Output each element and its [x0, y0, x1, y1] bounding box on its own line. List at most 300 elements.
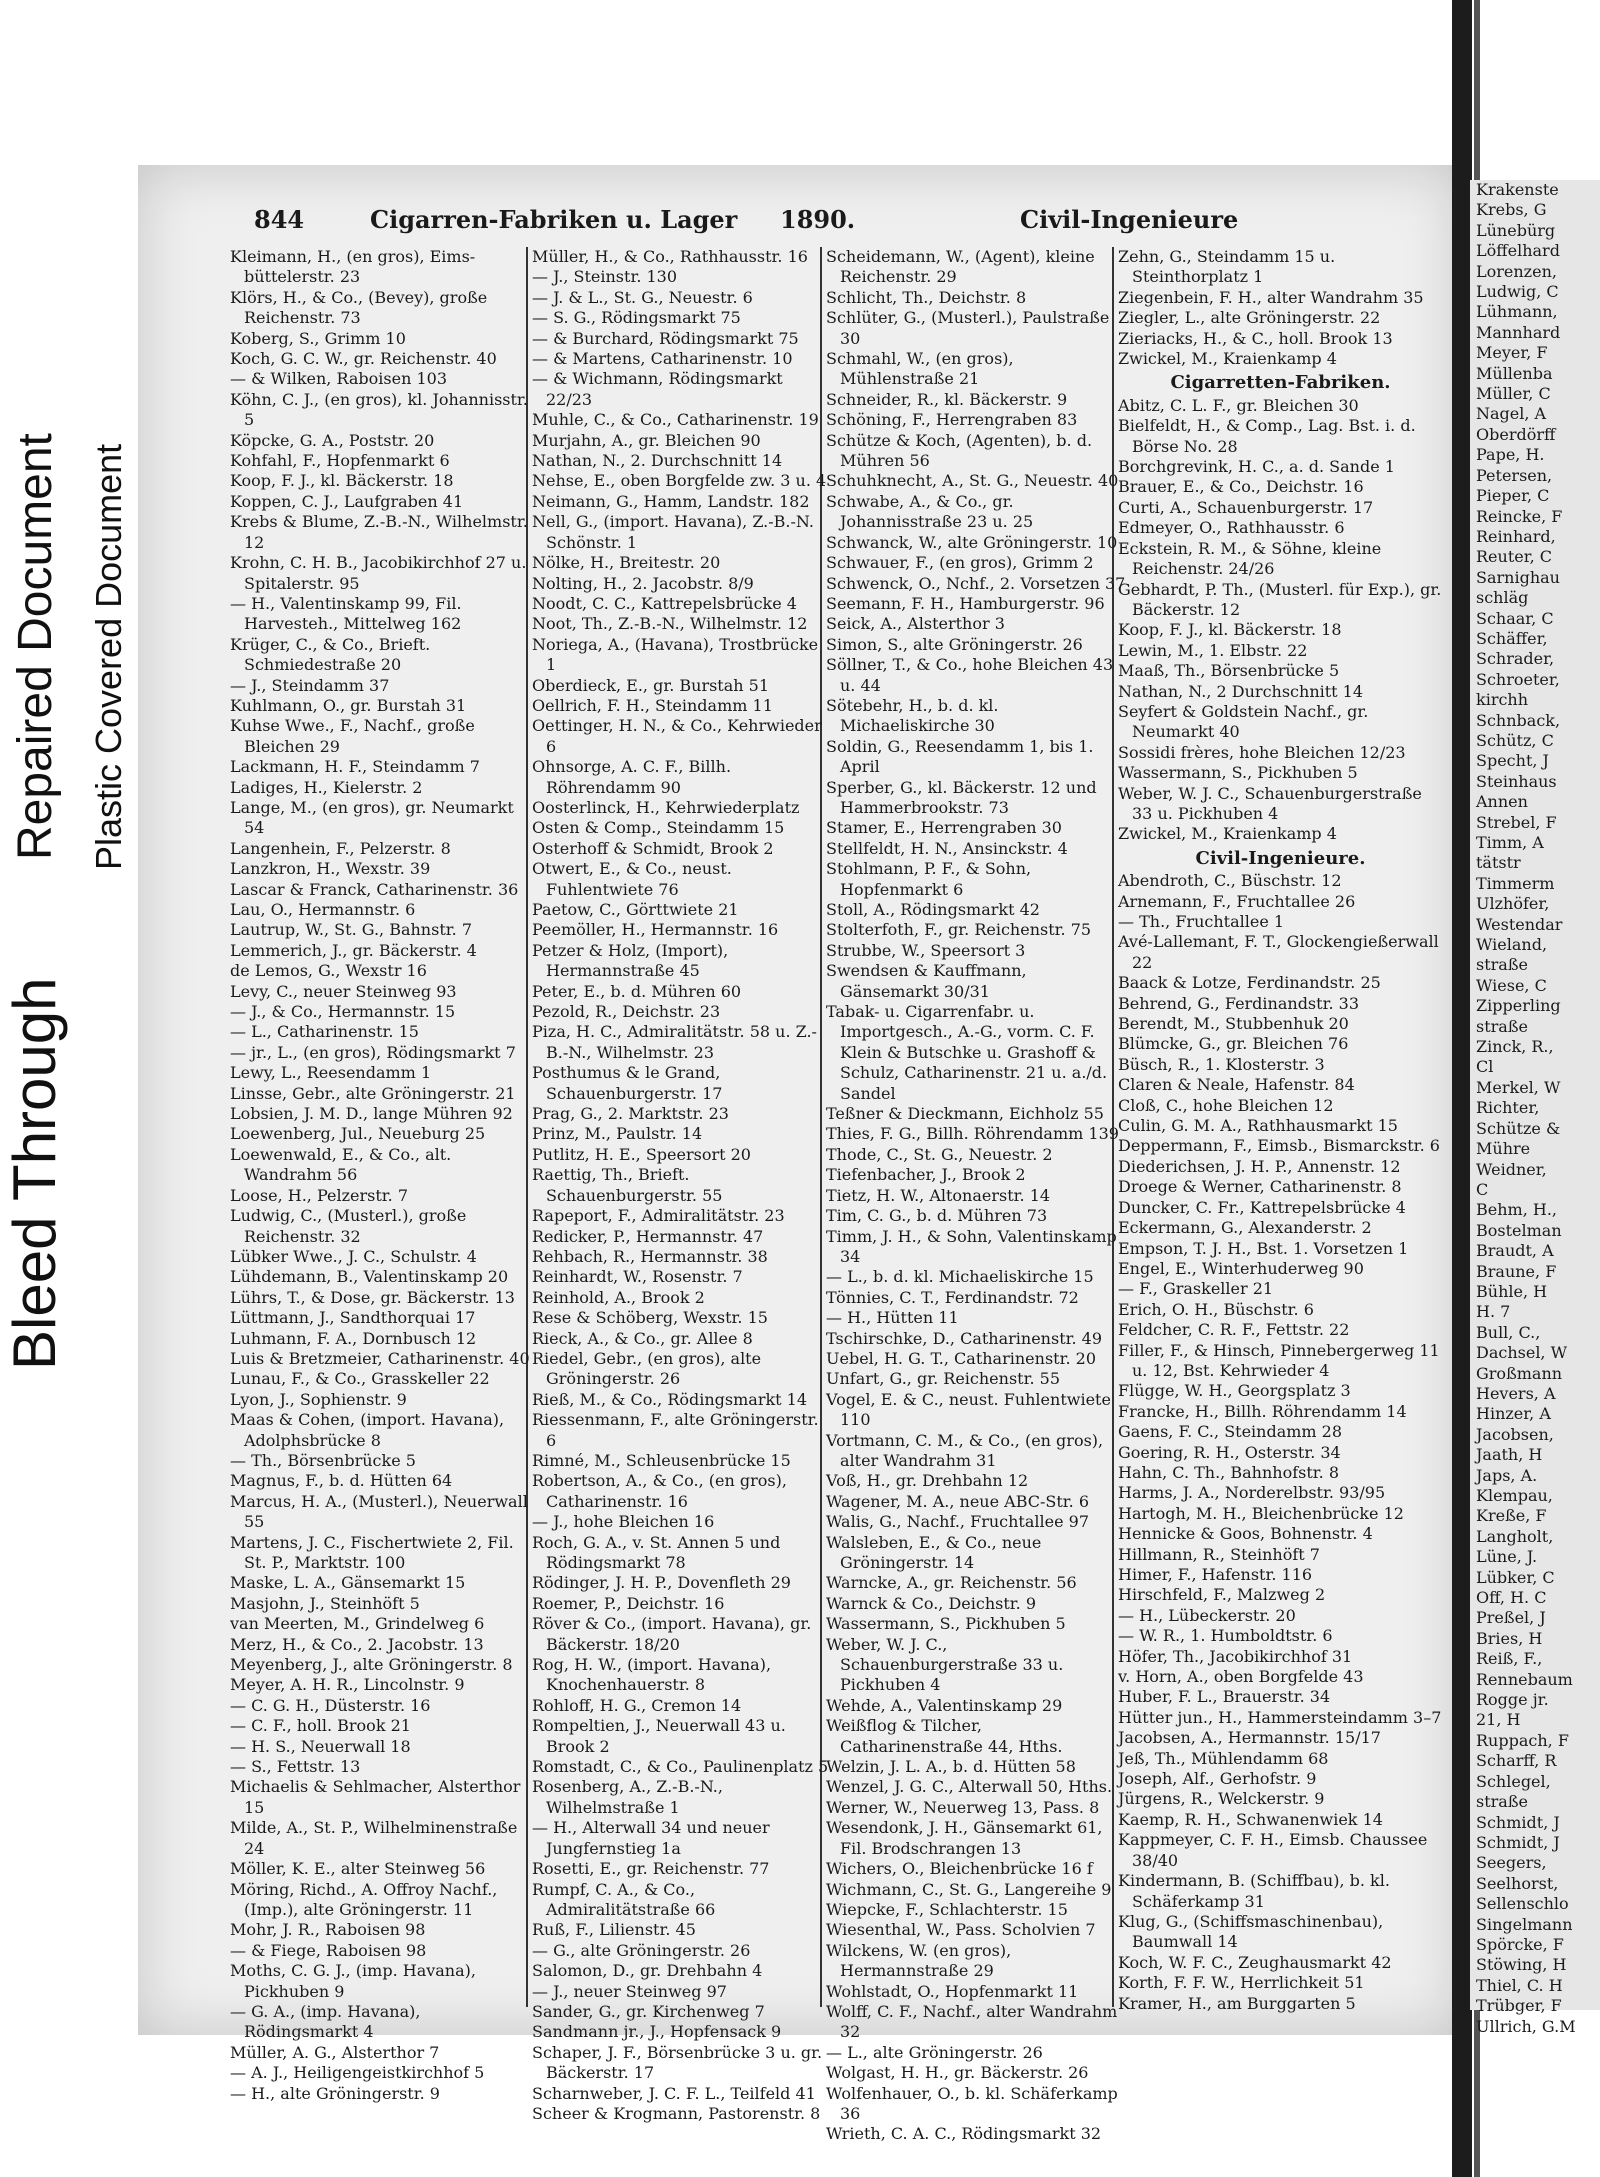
fragment-entry: Ludwig, C — [1476, 282, 1559, 302]
directory-entry: Klörs, H., & Co., (Bevey), große Reichenstr. 73 — [230, 287, 488, 328]
fragment-entry: Schrader, — [1476, 649, 1555, 669]
directory-entry: Seyfert & Goldstein Nachf., gr. Neumarkt 40 — [1118, 701, 1369, 742]
fragment-entry: Lorenzen, — [1476, 261, 1557, 281]
directory-entry: Osterhoff & Schmidt, Brook 2 — [532, 838, 774, 858]
directory-entry: Walsleben, E., & Co., neue Gröningerstr. 14 — [826, 1532, 1042, 1572]
section-heading: Cigarretten-Fabriken. — [1170, 372, 1391, 394]
directory-entry: Masjohn, J., Steinhöft 5 — [230, 1593, 420, 1613]
directory-entry: — L., Catharinenstr. 15 — [230, 1022, 419, 1042]
directory-entry: Lewin, M., 1. Elbstr. 22 — [1118, 640, 1308, 660]
directory-entry: Rese & Schöberg, Wexstr. 15 — [532, 1308, 768, 1328]
fragment-entry: Ullrich, G.M — [1476, 2016, 1576, 2036]
directory-entry: Loewenberg, Jul., Neueburg 25 — [230, 1124, 486, 1144]
fragment-entry: Schmidt, J — [1476, 1812, 1560, 1832]
directory-entry: — C. F., holl. Brook 21 — [230, 1716, 411, 1736]
directory-entry: Rieß, M., & Co., Rödingsmarkt 14 — [532, 1389, 808, 1409]
directory-column-2 — [532, 247, 832, 2123]
directory-entry: Nehse, E., oben Borgfelde zw. 3 u. 4 — [532, 471, 827, 491]
directory-entry: Arnemann, F., Fruchtallee 26 — [1118, 891, 1356, 911]
directory-entry: Maaß, Th., Börsenbrücke 5 — [1118, 661, 1340, 681]
directory-entry: Rapeport, F., Admiralitätstr. 23 — [532, 1206, 785, 1226]
directory-entry: Vortmann, C. M., & Co., (en gros), alter Wandrahm 31 — [826, 1430, 1104, 1470]
directory-entry: Wolff, C. F., Nachf., alter Wandrahm 32 — [826, 2001, 1118, 2042]
directory-entry: Stamer, E., Herrengraben 30 — [826, 818, 1062, 838]
directory-entry: Engel, E., Winterhuderweg 90 — [1118, 1258, 1364, 1278]
directory-entry: Hennicke & Goos, Bohnenstr. 4 — [1118, 1524, 1373, 1544]
directory-entry: Lewy, L., Reesendamm 1 — [230, 1063, 432, 1083]
adjacent-page-fragment — [1470, 180, 1600, 2036]
directory-entry: Robertson, A., & Co., (en gros), Catharinenstr. 16 — [532, 1471, 787, 1511]
directory-entry: Lackmann, H. F., Steindamm 7 — [230, 757, 480, 777]
directory-entry: Schlüter, G., (Musterl.), Paulstraße 30 — [826, 308, 1110, 348]
directory-entry: Wiepcke, F., Schlachterstr. 15 — [826, 1899, 1068, 1919]
directory-entry: Zehn, G., Steindamm 15 u. Steinthorplatz 1 — [1118, 247, 1336, 287]
directory-entry: Baack & Lotze, Ferdinandstr. 25 — [1118, 973, 1381, 993]
fragment-entry: Timm, A — [1476, 833, 1544, 852]
directory-entry: Culin, G. M. A., Rathhausmarkt 15 — [1118, 1116, 1398, 1136]
directory-entry: — & Wichmann, Rödingsmarkt 22/23 — [532, 369, 783, 409]
fragment-entry: Braune, F — [1476, 1261, 1557, 1281]
fragment-entry: Preßel, J — [1476, 1608, 1546, 1628]
fragment-entry: Mühre — [1476, 1139, 1531, 1159]
directory-entry: Avé-Lallemant, F. T., Glockengießerwall 22 — [1118, 932, 1439, 972]
directory-entry: Wolgast, H. H., gr. Bäckerstr. 26 — [826, 2063, 1089, 2083]
fragment-entry: Reincke, F — [1476, 506, 1563, 526]
directory-entry: Hütter jun., H., Hammersteindamm 3–7 — [1118, 1707, 1442, 1727]
directory-entry: Kaemp, R. H., Schwanenwiek 14 — [1118, 1809, 1383, 1829]
directory-entry: Stolterfoth, F., gr. Reichenstr. 75 — [826, 920, 1092, 940]
directory-entry: Wassermann, S., Pickhuben 5 — [1118, 763, 1358, 783]
directory-entry: Eckstein, R. M., & Söhne, kleine Reichenstr. 24/26 — [1118, 538, 1382, 579]
directory-entry: Schwanck, W., alte Gröningerstr. 10 — [826, 532, 1118, 552]
directory-entry: Hartogh, M. H., Bleichenbrücke 12 — [1118, 1503, 1404, 1523]
directory-entry: — Th., Fruchtallee 1 — [1118, 912, 1285, 931]
directory-entry: Rog, H. W., (import. Havana), Knochenhauerstr. 8 — [532, 1655, 772, 1695]
directory-entry: Tschirschke, D., Catharinenstr. 49 — [826, 1328, 1103, 1348]
directory-entry: Oosterlinck, H., Kehrwiederplatz — [532, 797, 800, 817]
directory-entry: Wilckens, W. (en gros), Hermannstraße 29 — [826, 1940, 1012, 1981]
directory-entry: Wenzel, J. G. C., Alterwall 50, Hths. — [826, 1777, 1113, 1797]
directory-entry: v. Horn, A., oben Borgfelde 43 — [1118, 1667, 1364, 1687]
directory-entry: — H., alte Gröningerstr. 9 — [230, 2083, 440, 2103]
fragment-entry: Scharff, R — [1476, 1751, 1557, 1771]
directory-entry: — jr., L., (en gros), Rödingsmarkt 7 — [230, 1042, 516, 1062]
directory-entry: Lührs, T., & Dose, gr. Bäckerstr. 13 — [230, 1287, 515, 1307]
fragment-entry: Strebel, F — [1476, 812, 1557, 832]
directory-entry: Reinhold, A., Brook 2 — [532, 1287, 705, 1307]
directory-entry: Huber, F. L., Brauerstr. 34 — [1118, 1687, 1331, 1707]
directory-entry: Muhle, C., & Co., Catharinenstr. 19 — [532, 410, 819, 430]
fragment-entry: Specht, J — [1476, 751, 1549, 771]
fragment-entry: Bries, H — [1476, 1628, 1543, 1648]
directory-entry: Nell, G., (import. Havana), Z.-B.-N. Schönstr. 1 — [532, 512, 814, 552]
directory-entry: Klug, G., (Schiffsmaschinenbau), Baumwall 14 — [1118, 1911, 1384, 1952]
directory-entry: — Th., Börsenbrücke 5 — [230, 1450, 416, 1470]
directory-entry: Rieck, A., & Co., gr. Allee 8 — [532, 1328, 753, 1348]
directory-entry: Harms, J. A., Norderelbstr. 93/95 — [1118, 1483, 1386, 1503]
fragment-entry: C — [1476, 1179, 1489, 1199]
directory-entry: de Lemos, G., Wexstr 16 — [230, 961, 427, 981]
directory-entry: Wassermann, S., Pickhuben 5 — [826, 1614, 1066, 1634]
directory-entry: Behrend, G., Ferdinandstr. 33 — [1118, 993, 1359, 1013]
fragment-entry: Cl — [1476, 1057, 1494, 1077]
directory-entry: Seemann, F. H., Hamburgerstr. 96 — [826, 593, 1105, 613]
directory-entry: Kleimann, H., (en gros), Eims-büttelerstr. 23 — [230, 247, 476, 287]
directory-entry: Lunau, F., & Co., Grasskeller 22 — [230, 1369, 490, 1389]
directory-entry: Krebs & Blume, Z.-B.-N., Wilhelmstr. 12 — [230, 512, 528, 552]
fragment-entry: Lübker, C — [1476, 1567, 1555, 1587]
directory-entry: — F., Graskeller 21 — [1118, 1279, 1274, 1299]
directory-column-3 — [826, 247, 1126, 2144]
directory-entry: Gaens, F. C., Steindamm 28 — [1118, 1422, 1343, 1442]
directory-entry: Kuhlmann, O., gr. Burstah 31 — [230, 695, 467, 715]
directory-entry: — J. & L., St. G., Neuestr. 6 — [532, 287, 753, 307]
directory-entry: Lascar & Franck, Catharinenstr. 36 — [230, 879, 519, 899]
directory-entry: Strubbe, W., Speersort 3 — [826, 940, 1026, 960]
directory-entry: Wichmann, C., St. G., Langereihe 9 — [826, 1879, 1112, 1899]
directory-entry: Vogel, E. & C., neust. Fuhlentwiete 110 — [826, 1389, 1111, 1430]
directory-entry: Magnus, F., b. d. Hütten 64 — [230, 1471, 453, 1491]
directory-entry: Zwickel, M., Kraienkamp 4 — [1118, 824, 1337, 844]
directory-entry: Koch, G. C. W., gr. Reichenstr. 40 — [230, 349, 497, 369]
fragment-entry: Bostelman — [1476, 1220, 1562, 1240]
directory-entry: Wohlstadt, O., Hopfenmarkt 11 — [826, 1981, 1079, 2001]
fragment-entry: Annen — [1476, 792, 1528, 812]
directory-entry: — & Martens, Catharinenstr. 10 — [532, 349, 793, 369]
fragment-entry: Stöwing, H — [1476, 1955, 1567, 1975]
directory-entry: Roch, G. A., v. St. Annen 5 und Rödingsmarkt 78 — [532, 1532, 781, 1572]
directory-entry: Goering, R. H., Osterstr. 34 — [1118, 1442, 1341, 1462]
directory-entry: Nolting, H., 2. Jacobstr. 8/9 — [532, 573, 754, 593]
directory-entry: — & Fiege, Raboisen 98 — [230, 1940, 427, 1960]
directory-entry: — S., Fettstr. 13 — [230, 1757, 361, 1777]
directory-entry: Empson, T. J. H., Bst. 1. Vorsetzen 1 — [1118, 1238, 1409, 1258]
directory-page — [138, 165, 1460, 2144]
directory-entry: — H., Lübeckerstr. 20 — [1118, 1605, 1296, 1625]
directory-entry: Tim, C. G., b. d. Mühren 73 — [826, 1206, 1048, 1226]
directory-entry: Warnck & Co., Deichstr. 9 — [826, 1593, 1037, 1613]
directory-entry: Milde, A., St. P., Wilhelminenstraße 24 — [230, 1818, 518, 1858]
directory-entry: Thies, F. G., Billh. Röhrendamm 139 — [826, 1124, 1119, 1144]
fragment-entry: Reinhard, — [1476, 526, 1556, 546]
directory-entry: Kappmeyer, C. F. H., Eimsb. Chaussee 38/40 — [1118, 1830, 1428, 1870]
directory-entry: Möring, Richd., A. Offroy Nachf., (Imp.), alte Gröningerstr. 11 — [230, 1879, 498, 1919]
directory-entry: Bielfeldt, H., & Comp., Lag. Bst. i. d. Börse No. 28 — [1118, 416, 1416, 456]
fragment-entry: Dachsel, W — [1476, 1343, 1568, 1363]
directory-entry: Uebel, H. G. T., Catharinenstr. 20 — [826, 1348, 1096, 1368]
directory-entry: Hillmann, R., Steinhöft 7 — [1118, 1544, 1320, 1564]
fragment-entry: Seegers, — [1476, 1853, 1547, 1873]
directory-entry: Krüger, C., & Co., Brieft. Schmiedestraße 20 — [230, 634, 431, 675]
directory-entry: Luis & Bretzmeier, Catharinenstr. 40 — [230, 1348, 530, 1368]
directory-entry: Riessenmann, F., alte Gröningerstr. 6 — [532, 1410, 819, 1450]
fragment-entry: Krebs, G — [1476, 200, 1547, 220]
fragment-entry: straße — [1476, 955, 1528, 975]
directory-entry: Wrieth, C. A. C., Rödingsmarkt 32 — [826, 2124, 1102, 2144]
directory-entry: Wesendonk, J. H., Gänsemarkt 61, Fil. Brodschrangen 13 — [826, 1818, 1103, 1858]
fragment-entry: Lünebürg — [1476, 220, 1556, 240]
directory-entry: Rumpf, C. A., & Co., Admiralitätstraße 66 — [532, 1879, 716, 1919]
fragment-entry: Müller, C — [1476, 384, 1551, 404]
fragment-entry: Jacobsen, — [1476, 1424, 1554, 1444]
directory-entry: Edmeyer, O., Rathhausstr. 6 — [1118, 518, 1345, 538]
directory-entry: Michaelis & Sehlmacher, Alsterthor 15 — [230, 1777, 521, 1817]
directory-entry: Zwickel, M., Kraienkamp 4 — [1118, 349, 1337, 369]
directory-entry: Schneider, R., kl. Bäckerstr. 9 — [826, 389, 1068, 409]
fragment-entry: Spörcke, F — [1476, 1934, 1564, 1954]
directory-entry: — L., alte Gröningerstr. 26 — [826, 2042, 1043, 2062]
directory-entry: Salomon, D., gr. Drehbahn 4 — [532, 1961, 763, 1981]
directory-entry: Schaper, J. F., Börsenbrücke 3 u. gr. Bäckerstr. 17 — [532, 2042, 823, 2083]
directory-entry: Maas & Cohen, (import. Havana), Adolphsbrücke 8 — [230, 1410, 505, 1450]
fragment-entry: Richter, — [1476, 1098, 1540, 1118]
directory-entry: Schöning, F., Herrengraben 83 — [826, 410, 1078, 430]
directory-entry: Scheidemann, W., (Agent), kleine Reichenstr. 29 — [826, 247, 1095, 287]
fragment-entry: Mannhard — [1476, 322, 1561, 342]
directory-entry: Paetow, C., Görttwiete 21 — [532, 900, 739, 919]
directory-entry: Höfer, Th., Jacobikirchhof 31 — [1118, 1646, 1353, 1666]
directory-entry: Raettig, Th., Brieft. Schauenburgerstr. 55 — [532, 1165, 723, 1205]
directory-entry: Moths, C. G. J., (imp. Havana), Pickhuben 9 — [230, 1961, 476, 2001]
directory-entry: Luhmann, F. A., Dornbusch 12 — [230, 1328, 477, 1348]
directory-entry: Seick, A., Alsterthor 3 — [826, 614, 1005, 634]
fragment-entry: Schlegel, — [1476, 1771, 1551, 1791]
directory-entry: — W. R., 1. Humboldtstr. 6 — [1118, 1626, 1333, 1646]
directory-entry: Schwenck, O., Nchf., 2. Vorsetzen 37 — [826, 573, 1126, 593]
left-running-title: Cigarren-Fabriken u. Lager — [370, 205, 738, 234]
fragment-entry: Weidner, — [1476, 1159, 1547, 1179]
directory-entry: — J., & Co., Hermannstr. 15 — [230, 1002, 456, 1022]
fragment-entry: Westendar — [1476, 914, 1563, 934]
fragment-entry: Meyer, F — [1476, 343, 1548, 363]
directory-entry: Müller, A. G., Alsterthor 7 — [230, 2042, 440, 2062]
directory-entry: Reinhardt, W., Rosenstr. 7 — [532, 1267, 743, 1287]
directory-entry: Stohlmann, P. F., & Sohn, Hopfenmarkt 6 — [826, 859, 1032, 899]
directory-entry: Sötebehr, H., b. d. kl. Michaeliskirche 30 — [826, 695, 999, 736]
directory-entry: — J., Steinstr. 130 — [532, 267, 678, 287]
directory-entry: Meyenberg, J., alte Gröningerstr. 8 — [230, 1655, 513, 1675]
fragment-entry: Lühmann, — [1476, 302, 1558, 322]
fragment-entry: Löffelhard — [1476, 241, 1560, 261]
fragment-entry: Seelhorst, — [1476, 1873, 1559, 1893]
directory-entry: Oellrich, F. H., Steindamm 11 — [532, 695, 773, 715]
fragment-entry: Singelmann — [1476, 1914, 1573, 1934]
directory-entry: Lanzkron, H., Wexstr. 39 — [230, 859, 431, 879]
directory-entry: Rimné, M., Schleusenbrücke 15 — [532, 1450, 791, 1470]
fragment-entry: Merkel, W — [1476, 1077, 1561, 1097]
directory-entry: Curti, A., Schauenburgerstr. 17 — [1118, 497, 1374, 517]
directory-entry: Lyon, J., Sophienstr. 9 — [230, 1389, 407, 1409]
fragment-entry: straße — [1476, 1792, 1528, 1812]
directory-entry: Wehde, A., Valentinskamp 29 — [826, 1695, 1063, 1715]
directory-entry: Piza, H. C., Admiralitätstr. 58 u. Z.-B.-N., Wilhelmstr. 23 — [532, 1022, 817, 1062]
directory-entry: Teßner & Dieckmann, Eichholz 55 — [826, 1104, 1104, 1124]
directory-entry: Redicker, P., Hermannstr. 47 — [532, 1226, 764, 1246]
fragment-entry: Reiß, F., — [1476, 1649, 1543, 1669]
directory-entry: Meyer, A. H. R., Lincolnstr. 9 — [230, 1675, 465, 1695]
directory-entry: Prinz, M., Paulstr. 14 — [532, 1124, 703, 1144]
directory-entry: Wichers, O., Bleichenbrücke 16 f — [826, 1859, 1093, 1879]
fragment-entry: schläg — [1476, 588, 1529, 608]
directory-entry: Welzin, J. L. A., b. d. Hütten 58 — [826, 1757, 1076, 1777]
directory-entry: — H., Hütten 11 — [826, 1308, 959, 1328]
fragment-entry: Pieper, C — [1476, 486, 1550, 506]
directory-entry: Jürgens, R., Welckerstr. 9 — [1118, 1789, 1325, 1809]
fragment-entry: Schmidt, J — [1476, 1832, 1560, 1852]
directory-entry: Francke, H., Billh. Röhrendamm 14 — [1118, 1401, 1407, 1421]
directory-entry: Lühdemann, B., Valentinskamp 20 — [230, 1267, 509, 1287]
directory-entry: — H., Valentinskamp 99, Fil. Harvesteh., Mittelweg 162 — [230, 593, 462, 634]
fragment-entry: Kreße, F — [1476, 1506, 1547, 1526]
directory-entry: Berendt, M., Stubbenhuk 20 — [1118, 1014, 1349, 1034]
fragment-entry: Pape, H. — [1476, 445, 1545, 465]
fragment-entry: Wiese, C — [1476, 975, 1547, 995]
directory-entry: Scheer & Krogmann, Pastorenstr. 8 — [532, 2103, 821, 2123]
fragment-entry: straße — [1476, 1016, 1528, 1036]
directory-entry: Kuhse Wwe., F., Nachf., große Bleichen 29 — [230, 716, 475, 756]
directory-entry: Weißflog & Tilcher, Catharinenstraße 44, Hths. — [826, 1716, 1063, 1756]
directory-entry: Rohloff, H. G., Cremon 14 — [532, 1695, 742, 1715]
directory-entry: Weber, W. J. C., Schauenburgerstraße 33 u. Pickhuben 4 — [1118, 783, 1422, 823]
directory-entry: Lange, M., (en gros), gr. Neumarkt 54 — [230, 797, 514, 838]
page-edge — [1452, 0, 1472, 2177]
directory-entry: — H. S., Neuerwall 18 — [230, 1736, 411, 1756]
year-title: 1890. — [780, 205, 856, 234]
fragment-entry: Hevers, A — [1476, 1383, 1556, 1403]
directory-entry: Peter, E., b. d. Mühren 60 — [532, 981, 742, 1001]
directory-entry: — J., Steindamm 37 — [230, 675, 390, 695]
directory-entry: Lobsien, J. M. D., lange Mühren 92 — [230, 1104, 513, 1124]
directory-entry: Wagener, M. A., neue ABC-Str. 6 — [826, 1491, 1090, 1511]
fragment-entry: Sarnighau — [1476, 567, 1560, 587]
directory-entry: Lübker Wwe., J. C., Schulstr. 4 — [230, 1246, 477, 1266]
fragment-entry: Bull, C., — [1476, 1322, 1541, 1342]
directory-entry: Martens, J. C., Fischertwiete 2, Fil. St. P., Marktstr. 100 — [230, 1532, 514, 1572]
directory-entry: Nathan, N., 2 Durchschnitt 14 — [1118, 681, 1364, 701]
directory-entry: Erich, O. H., Büschstr. 6 — [1118, 1299, 1314, 1319]
directory-entry: Möller, K. E., alter Steinweg 56 — [230, 1859, 486, 1879]
directory-entry: Roemer, P., Deichstr. 16 — [532, 1593, 725, 1613]
directory-entry: Schmahl, W., (en gros), Mühlenstraße 21 — [826, 349, 1014, 389]
right-running-title: Civil-Ingenieure — [1020, 205, 1239, 234]
directory-entry: Himer, F., Hafenstr. 116 — [1118, 1565, 1313, 1584]
fragment-entry: tätstr — [1476, 853, 1521, 873]
directory-entry: Ziegler, L., alte Gröningerstr. 22 — [1118, 308, 1381, 328]
directory-entry: Krohn, C. H. B., Jacobikirchhof 27 u. Spitalerstr. 95 — [230, 553, 527, 593]
directory-entry: Walis, G., Nachf., Fruchtallee 97 — [826, 1512, 1089, 1532]
directory-entry: Tietz, H. W., Altonaerstr. 14 — [826, 1185, 1051, 1205]
fragment-entry: Steinhaus — [1476, 771, 1557, 791]
directory-entry: Joseph, Alf., Gerhofstr. 9 — [1118, 1769, 1317, 1789]
directory-entry: Nölke, H., Breitestr. 20 — [532, 553, 721, 573]
directory-entry: Abitz, C. L. F., gr. Bleichen 30 — [1118, 395, 1359, 415]
directory-entry: Koch, W. F. C., Zeughausmarkt 42 — [1118, 1952, 1392, 1972]
directory-entry: Loose, H., Pelzerstr. 7 — [230, 1185, 409, 1205]
directory-entry: Riedel, Gebr., (en gros), alte Gröningerstr. 26 — [532, 1348, 762, 1389]
directory-entry: Borchgrevink, H. C., a. d. Sande 1 — [1118, 457, 1395, 477]
directory-entry: Scharnweber, J. C. F. L., Teilfeld 41 — [532, 2083, 816, 2103]
directory-entry: Warncke, A., gr. Reichenstr. 56 — [826, 1573, 1077, 1593]
directory-entry: Mohr, J. R., Raboisen 98 — [230, 1920, 426, 1940]
directory-entry: Cloß, C., hohe Bleichen 12 — [1118, 1095, 1334, 1115]
directory-entry: Kramer, H., am Burggarten 5 — [1118, 1993, 1356, 2013]
directory-entry: Ludwig, C., (Musterl.), große Reichenstr. 32 — [230, 1206, 467, 1246]
directory-entry: Thode, C., St. G., Neuestr. 2 — [826, 1144, 1053, 1164]
directory-entry: Kindermann, B. (Schiffbau), b. kl. Schäferkamp 31 — [1118, 1871, 1390, 1911]
directory-entry: Rehbach, R., Hermannstr. 38 — [532, 1246, 768, 1266]
plastic-covered-label: Plastic Covered Document — [88, 443, 129, 870]
directory-entry: Merz, H., & Co., 2. Jacobstr. 13 — [230, 1634, 484, 1654]
directory-entry: Abendroth, C., Büschstr. 12 — [1118, 871, 1342, 891]
directory-entry: Hahn, C. Th., Bahnhofstr. 8 — [1118, 1462, 1339, 1482]
fragment-entry: Schaar, C — [1476, 608, 1554, 628]
directory-entry: Swendsen & Kauffmann, Gänsemarkt 30/31 — [826, 961, 1027, 1001]
directory-entry: Ruß, F., Lilienstr. 45 — [532, 1920, 696, 1940]
fragment-entry: Bühle, H — [1476, 1281, 1548, 1301]
directory-entry: Ziegenbein, F. H., alter Wandrahm 35 — [1118, 287, 1424, 307]
directory-entry: — H., Alterwall 34 und neuer Jungfernstieg 1a — [532, 1818, 770, 1858]
directory-entry: Schuhknecht, A., St. G., Neuestr. 40 — [826, 471, 1119, 491]
directory-entry: Stoll, A., Rödingsmarkt 42 — [826, 900, 1040, 919]
directory-entry: Korth, F. F. W., Herrlichkeit 51 — [1118, 1973, 1365, 1993]
directory-entry: Söllner, T., & Co., hohe Bleichen 43 u. 44 — [826, 655, 1114, 695]
directory-entry: Diederichsen, J. H. P., Annenstr. 12 — [1118, 1156, 1401, 1176]
page-number: 844 — [254, 205, 305, 234]
fragment-entry: Wieland, — [1476, 935, 1548, 955]
directory-entry: Jeß, Th., Mühlendamm 68 — [1118, 1748, 1329, 1768]
directory-entry: Murjahn, A., gr. Bleichen 90 — [532, 430, 761, 450]
directory-entry: Prag, G., 2. Marktstr. 23 — [532, 1104, 729, 1124]
directory-entry: Weber, W. J. C., Schauenburgerstraße 33 u. Pickhuben 4 — [826, 1634, 1064, 1695]
directory-entry: Feldcher, C. R. F., Fettstr. 22 — [1118, 1320, 1350, 1340]
directory-entry: — A. J., Heiligengeistkirchhof 5 — [230, 2063, 485, 2083]
directory-entry: Flügge, W. H., Georgsplatz 3 — [1118, 1381, 1351, 1401]
fragment-entry: Schütz, C — [1476, 730, 1554, 750]
directory-entry: — G., alte Gröningerstr. 26 — [532, 1940, 751, 1960]
directory-entry: Müller, H., & Co., Rathhausstr. 16 — [532, 247, 808, 266]
fragment-entry: Hinzer, A — [1476, 1404, 1551, 1424]
directory-entry: Deppermann, F., Eimsb., Bismarckstr. 6 — [1118, 1136, 1440, 1156]
directory-entry: Pezold, R., Deichstr. 23 — [532, 1002, 721, 1022]
fragment-entry: Schroeter, — [1476, 669, 1560, 689]
fragment-entry: Zipperling — [1476, 996, 1561, 1016]
directory-entry: Unfart, G., gr. Reichenstr. 55 — [826, 1369, 1061, 1389]
directory-entry: Jacobsen, A., Hermannstr. 15/17 — [1118, 1728, 1381, 1748]
fragment-entry: kirchh — [1476, 690, 1529, 710]
fragment-entry: Klempau, — [1476, 1486, 1553, 1505]
directory-entry: Droege & Werner, Catharinenstr. 8 — [1118, 1177, 1402, 1197]
fragment-entry: Schnback, — [1476, 710, 1561, 730]
directory-entry: Kohfahl, F., Hopfenmarkt 6 — [230, 451, 450, 471]
directory-entry: Rosenberg, A., Z.-B.-N., Wilhelmstraße 1 — [532, 1777, 723, 1817]
directory-entry: Voß, H., gr. Drehbahn 12 — [826, 1471, 1029, 1491]
directory-entry: Sander, G., gr. Kirchenweg 7 — [532, 2001, 765, 2021]
directory-entry: Lemmerich, J., gr. Bäckerstr. 4 — [230, 940, 477, 960]
directory-entry: Levy, C., neuer Steinweg 93 — [230, 981, 457, 1001]
directory-entry: Köpcke, G. A., Poststr. 20 — [230, 430, 435, 450]
repaired-document-label: Repaired Document — [9, 433, 62, 860]
fragment-entry: Rogge jr. — [1476, 1690, 1549, 1710]
section-heading: Civil-Ingenieure. — [1195, 847, 1366, 869]
directory-entry: Loewenwald, E., & Co., alt. Wandrahm 56 — [230, 1144, 452, 1185]
directory-entry: Koop, F. J., kl. Bäckerstr. 18 — [230, 471, 454, 491]
directory-entry: Blümcke, G., gr. Bleichen 76 — [1118, 1034, 1349, 1054]
fragment-entry: Timmerm — [1476, 873, 1555, 893]
fragment-entry: Oberdörff — [1476, 424, 1556, 444]
directory-entry: Tabak- u. Cigarrenfabr. u. Importgesch., A.-G., vorm. C. F. Klein & Butschke u. Grashoff & Schulz, Catharinenstr. 21 u. a./d. Sandel — [826, 1002, 1108, 1103]
directory-entry: Wiesenthal, W., Pass. Scholvien 7 — [826, 1920, 1096, 1940]
directory-entry: Osten & Comp., Steindamm 15 — [532, 818, 785, 838]
